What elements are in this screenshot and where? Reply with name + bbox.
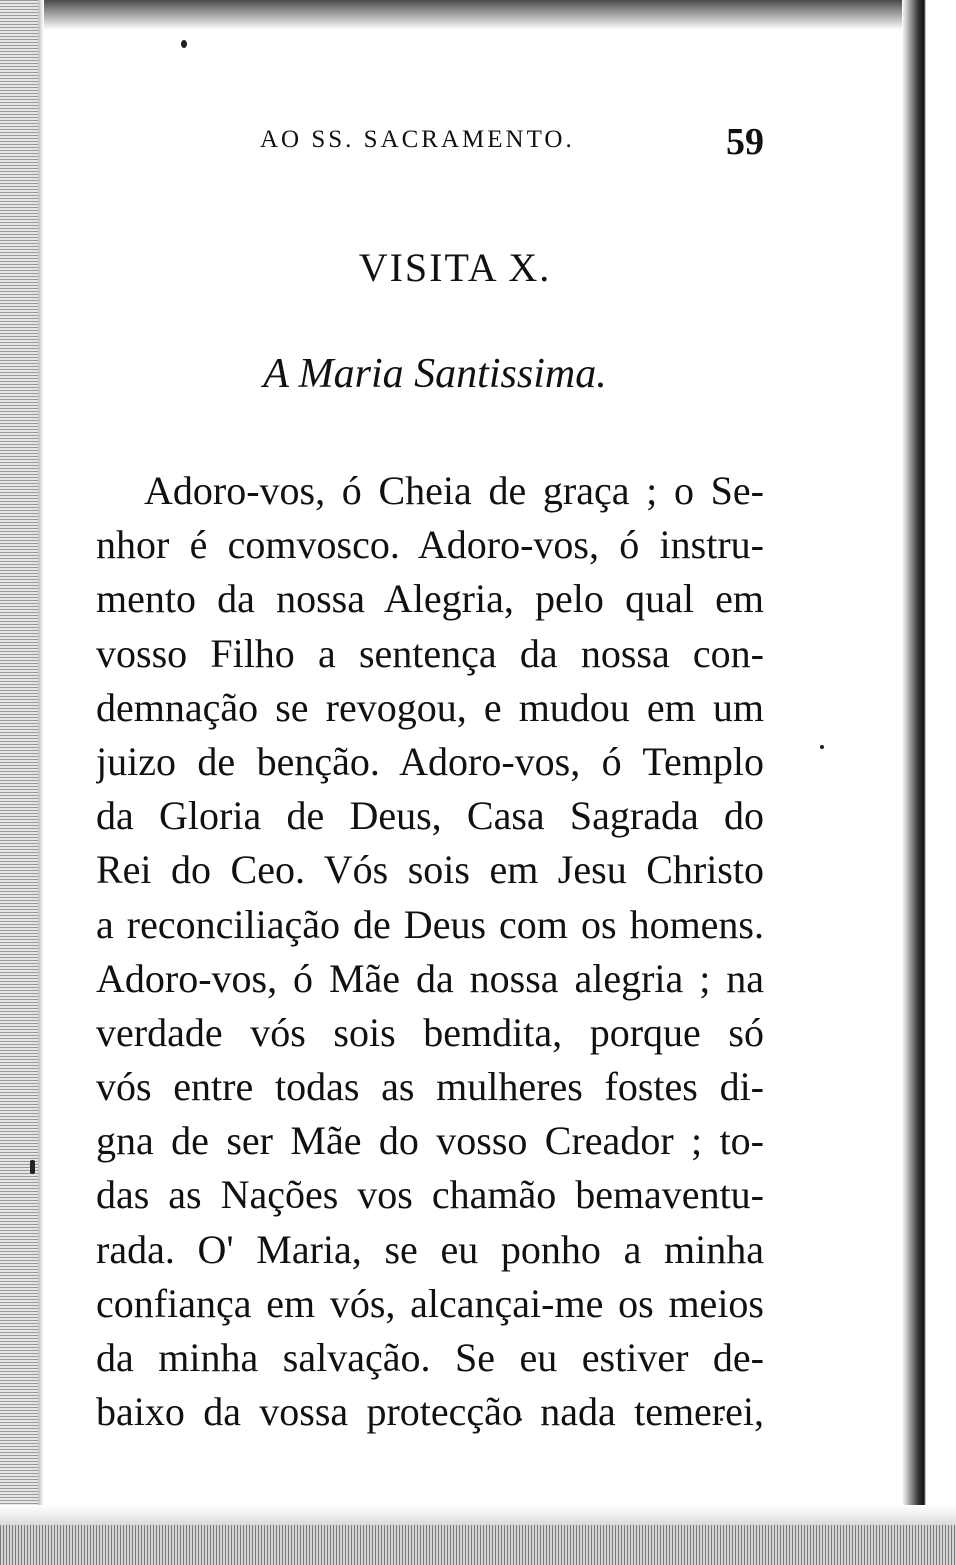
running-head (260, 120, 800, 163)
page-left-shadow (38, 0, 44, 1565)
text-line: nhor é comvosco. Adoro-vos, ó instru- (96, 522, 764, 568)
page-left-edge (0, 0, 38, 1565)
visit-title: VISITA X. (358, 245, 552, 290)
body-paragraph (96, 464, 764, 1439)
text-line: da Gloria de Deus, Casa Sagrada do (96, 793, 764, 839)
text-line: verdade vós sois bemdita, porque só (96, 1009, 764, 1055)
text-line: Adoro-vos, ó Mãe da nossa alegria ; na (96, 955, 764, 1001)
page-bottom-shadow (0, 1505, 956, 1527)
subtitle: A Maria Santissima. (263, 351, 607, 397)
text-line: Rei do Ceo. Vós sois em Jesu Christo (96, 847, 764, 893)
text-line: confiança em vós, alcançai-me os meios (96, 1280, 764, 1326)
text-line: vós entre todas as mulheres fostes di- (96, 1064, 764, 1110)
page-right-edge (902, 0, 956, 1565)
page-number: 59 (726, 121, 764, 163)
text-line: Adoro-vos, ó Cheia de graça ; o Se- (144, 468, 764, 513)
text-line: a reconciliação de Deus com os homens. (96, 901, 764, 947)
text-line: mento da nossa Alegria, pelo qual em (96, 576, 764, 622)
text-line: da minha salvação. Se eu estiver de- (96, 1335, 764, 1380)
ink-speck (181, 40, 187, 48)
text-line: baixo da vossa protecção nada temerei, (96, 1389, 764, 1435)
text-line: rada. O' Maria, se eu ponho a minha (96, 1226, 764, 1272)
text-line: das as Nações vos chamão bemaventu- (96, 1172, 764, 1218)
text-line: vosso Filho a sentença da nossa con- (96, 630, 764, 676)
ink-speck (30, 1160, 35, 1174)
ink-speck (820, 745, 824, 749)
page-bottom-edge (0, 1525, 956, 1565)
page-top-edge (0, 0, 920, 30)
text-line: gna de ser Mãe do vosso Creador ; to- (96, 1118, 764, 1164)
text-line: demnação se revogou, e mudou em um (96, 684, 764, 730)
text-line: juizo de benção. Adoro-vos, ó Templo (96, 738, 764, 784)
running-title: AO SS. SACRAMENTO. (260, 126, 575, 153)
